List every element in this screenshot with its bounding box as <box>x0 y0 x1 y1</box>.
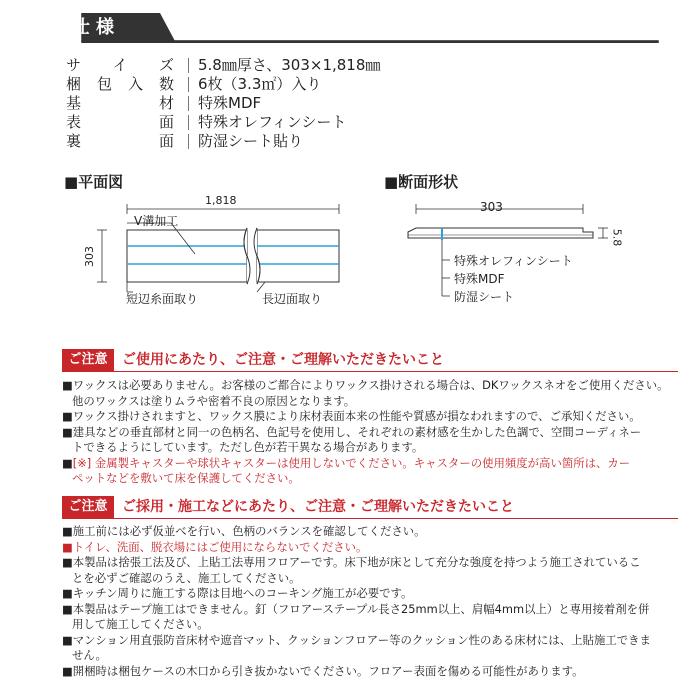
notice-line-red: ペットなどを敷いて床を保護してください。 <box>72 471 300 485</box>
plan-height-label: 303 <box>83 246 96 267</box>
notice-heading: ご採用・施工などにあたり、ご注意・ご理解いただきたいこと <box>122 499 514 515</box>
install-notice-body <box>62 524 682 679</box>
spec-separator <box>188 115 189 130</box>
plan-short-edge-label: 短辺糸面取り <box>126 292 199 306</box>
spec-separator <box>188 134 189 149</box>
notice-line: 用して施工してください。 <box>72 617 209 631</box>
notice-line: 他のワックスは塗りムラや密着不良の原因となります。 <box>72 393 356 408</box>
notice-line: とを必ずご確認のうえ、施工してください。 <box>72 570 301 585</box>
spec-separator <box>188 77 189 92</box>
plan-view-title: ■平面図 <box>64 173 124 191</box>
spec-label: 梱 包 入 数 <box>66 75 174 93</box>
spec-label: 裏 面 <box>66 132 174 150</box>
section-view-title: ■断面形状 <box>384 173 459 191</box>
notice-line: ■ワックスは必要ありません。お客様のご都合によりワックス掛けされる場合は、DKワックスネオをご使用ください。 <box>62 378 669 392</box>
spec-row <box>66 113 686 132</box>
install-notice-header <box>62 496 678 518</box>
spec-label: 基 材 <box>66 94 174 112</box>
notice-line-red: ■トイレ、洗面、脱衣場にはご使用にならないでください。 <box>62 539 368 554</box>
section-thickness-label: 5.8 <box>610 228 624 247</box>
notice-line: ■施工前には必ず仮並べを行い、色柄のバランスを確認してください。 <box>62 524 426 538</box>
spec-value: 防湿シート貼り <box>198 132 304 150</box>
notice-divider <box>62 518 678 519</box>
notice-tag: ご注意 <box>62 349 114 371</box>
notice-line: ■本製品は捨張工法及び、上貼工法専用フロアーです。床下地が床として充分な強度を持つよう施工されているこ <box>62 555 641 569</box>
notice-line: ■キッチン周りに施工する際は目地へのコーキング施工が必要です。 <box>62 586 413 600</box>
notice-line: ■マンション用直張防音床材や遮音マット、クッションフロアー等のクッション性のある床材には、上貼施工できま <box>62 632 651 647</box>
spec-value: 特殊オレフィンシート <box>198 113 347 131</box>
plan-long-edge-label: 長辺面取り <box>262 292 323 306</box>
spec-separator <box>188 96 189 111</box>
notice-line-red: ■[※] 金属製キャスターや球状キャスターは使用しないでください。キャスターの使用頻度が高い箇所は、カー <box>62 455 631 470</box>
notice-line: ■開梱時は梱包ケースの木口から引き抜かないでください。フロアー表面を傷める可能性があります。 <box>62 663 584 678</box>
section-layer-3: 防湿シート <box>454 290 515 304</box>
notice-line: ■本製品はテープ施工はできません。釘（フロアーステープル長さ25mm以上、肩幅4mm以上）と専用接着剤を併 <box>62 601 650 616</box>
spec-row <box>66 56 686 75</box>
spec-row <box>66 132 686 151</box>
notice-line: ■建具などの垂直部材と同一の色柄名、色記号を使用し、それぞれの素材感を生かした色調で、空間コーディネー <box>62 424 642 439</box>
plan-groove-label: V溝加工 <box>134 214 179 228</box>
spec-row <box>66 94 686 113</box>
spec-header-title: 仕様 <box>72 17 120 38</box>
spec-value: 5.8㎜厚さ、303×1,818㎜ <box>198 56 381 74</box>
usage-notice-header <box>62 349 678 371</box>
notice-line: トできるようにしています。ただし色が若干異なる場合があります。 <box>72 440 424 454</box>
plan-width-label: 1,818 <box>205 194 237 207</box>
spec-row <box>66 75 686 94</box>
usage-notice-body <box>62 378 682 487</box>
spec-label: 表 面 <box>66 113 174 131</box>
spec-value: 6枚（3.3㎡）入り <box>198 75 322 93</box>
spec-value: 特殊MDF <box>198 94 262 112</box>
section-width-label: 303 <box>480 200 503 214</box>
spec-separator <box>188 58 189 73</box>
notice-divider <box>62 371 678 372</box>
spec-label: サ イ ズ <box>66 56 174 74</box>
notice-line: せん。 <box>72 648 107 662</box>
section-layer-1: 特殊オレフィンシート <box>454 254 573 268</box>
spec-header-bar <box>62 13 678 43</box>
section-layer-2: 特殊MDF <box>454 272 505 286</box>
notice-line: ■ワックス掛けされますと、ワックス膜により床材表面本来の性能や質感が損なわれますので、ご承知ください。 <box>62 409 641 423</box>
notice-tag: ご注意 <box>62 496 114 518</box>
notice-heading: ご使用にあたり、ご注意・ご理解いただきたいこと <box>122 352 444 368</box>
